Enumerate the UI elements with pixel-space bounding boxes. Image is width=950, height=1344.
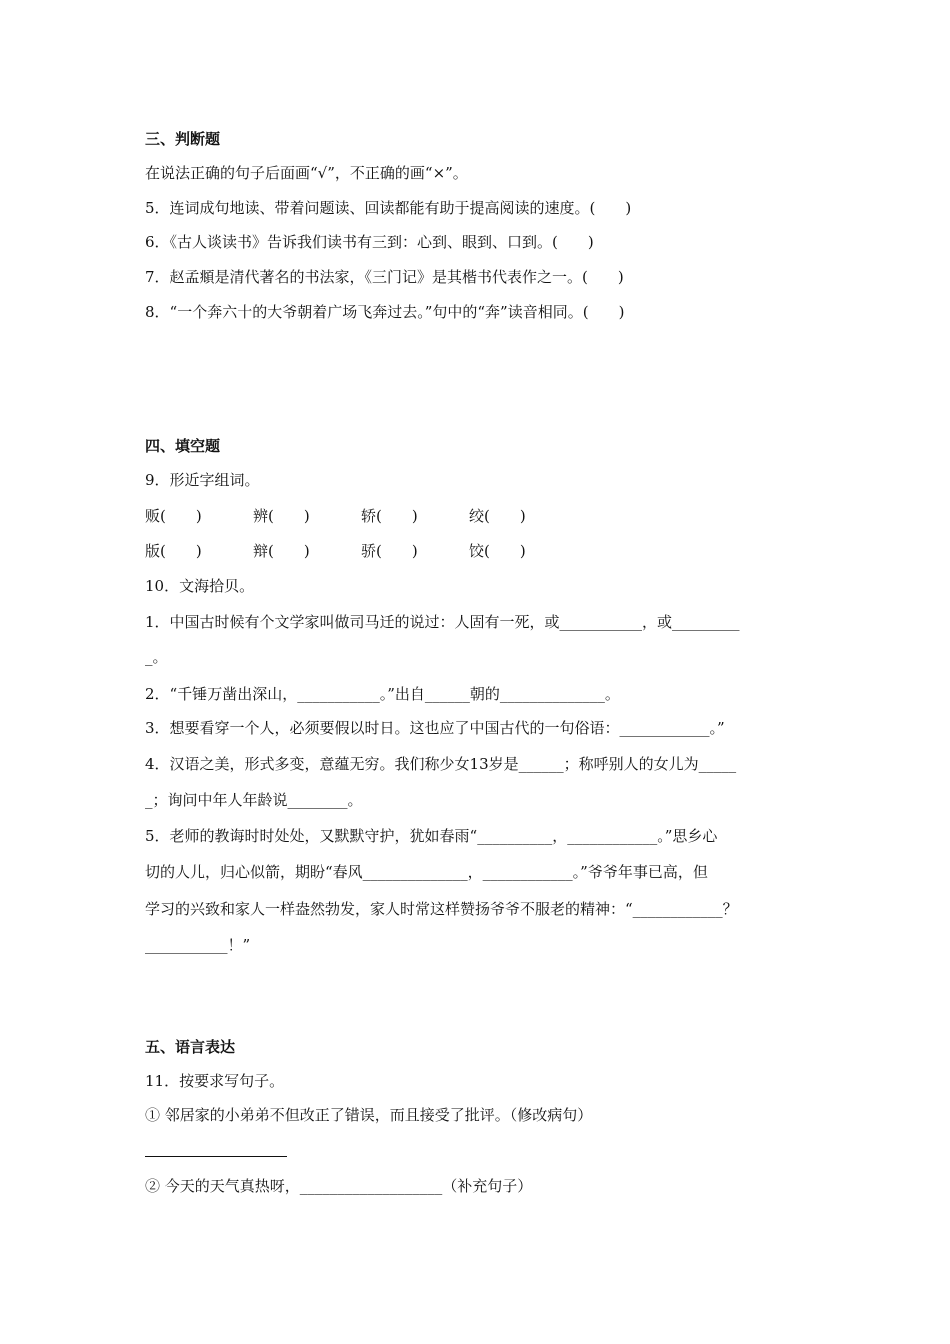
question-5: 5．连词成句地读、带着问题读、回读都能有助于提高阅读的速度。( )	[145, 199, 632, 217]
question-10-title: 10．文海拾贝。	[145, 577, 255, 595]
q10-line: ___________！”	[145, 936, 251, 954]
q10-line: 切的人儿，归心似箭，期盼“春风______________，____________。”爷爷年事已高，但	[145, 863, 708, 881]
char-cell: 骄( )	[361, 542, 418, 560]
char-cell: 绞( )	[469, 507, 526, 525]
q10-line: 2．“千锤万凿出深山，___________。”出自______朝的______________。	[145, 685, 620, 703]
char-cell: 辩( )	[253, 542, 310, 560]
q10-line: 5．老师的教诲时时处处，又默默守护，犹如春雨“__________，____________。”思乡心	[145, 827, 718, 845]
q10-line: _；询问中年人年龄说________。	[145, 791, 363, 809]
question-9-title: 9．形近字组词。	[145, 471, 260, 489]
q10-line: 学习的兴致和家人一样盎然勃发，家人时常这样赞扬爷爷不服老的精神：“____________？	[145, 900, 738, 918]
section-heading-fill-blank: 四、填空题	[145, 437, 221, 455]
q10-line: 4．汉语之美，形式多变，意蕴无穷。我们称少女13岁是______；称呼别人的女儿为_____	[145, 755, 737, 773]
char-cell: 轿( )	[361, 507, 418, 525]
char-cell: 饺( )	[469, 542, 526, 560]
char-cell: 版( )	[145, 542, 202, 560]
question-11-title: 11．按要求写句子。	[145, 1072, 285, 1090]
question-6: 6．《古人谈读书》告诉我们读书有三到：心到、眼到、口到。( )	[145, 233, 594, 251]
q11-item-1: ① 邻居家的小弟弟不但改正了错误，而且接受了批评。（修改病句）	[145, 1106, 593, 1124]
question-7: 7．赵孟頫是清代著名的书法家，《三门记》是其楷书代表作之一。( )	[145, 268, 624, 286]
q10-line: _。	[145, 648, 168, 666]
char-cell: 贩( )	[145, 507, 202, 525]
char-cell: 辨( )	[253, 507, 310, 525]
q11-item-2: ② 今天的天气真热呀，___________________（补充句子）	[145, 1177, 533, 1195]
question-8: 8．“一个奔六十的大爷朝着广场飞奔过去。”句中的“奔”读音相同。( )	[145, 303, 625, 321]
q10-line: 3．想要看穿一个人，必须要假以时日。这也应了中国古代的一句俗语：____________。”	[145, 719, 725, 737]
answer-line	[145, 1156, 287, 1157]
q10-line: 1．中国古时候有个文学家叫做司马迁的说过：人固有一死，或___________，或_________	[145, 613, 740, 631]
instruction-text: 在说法正确的句子后面画“√”，不正确的画“×”。	[145, 164, 468, 182]
section-heading-expression: 五、语言表达	[145, 1038, 236, 1056]
section-heading-judgment: 三、判断题	[145, 130, 221, 148]
